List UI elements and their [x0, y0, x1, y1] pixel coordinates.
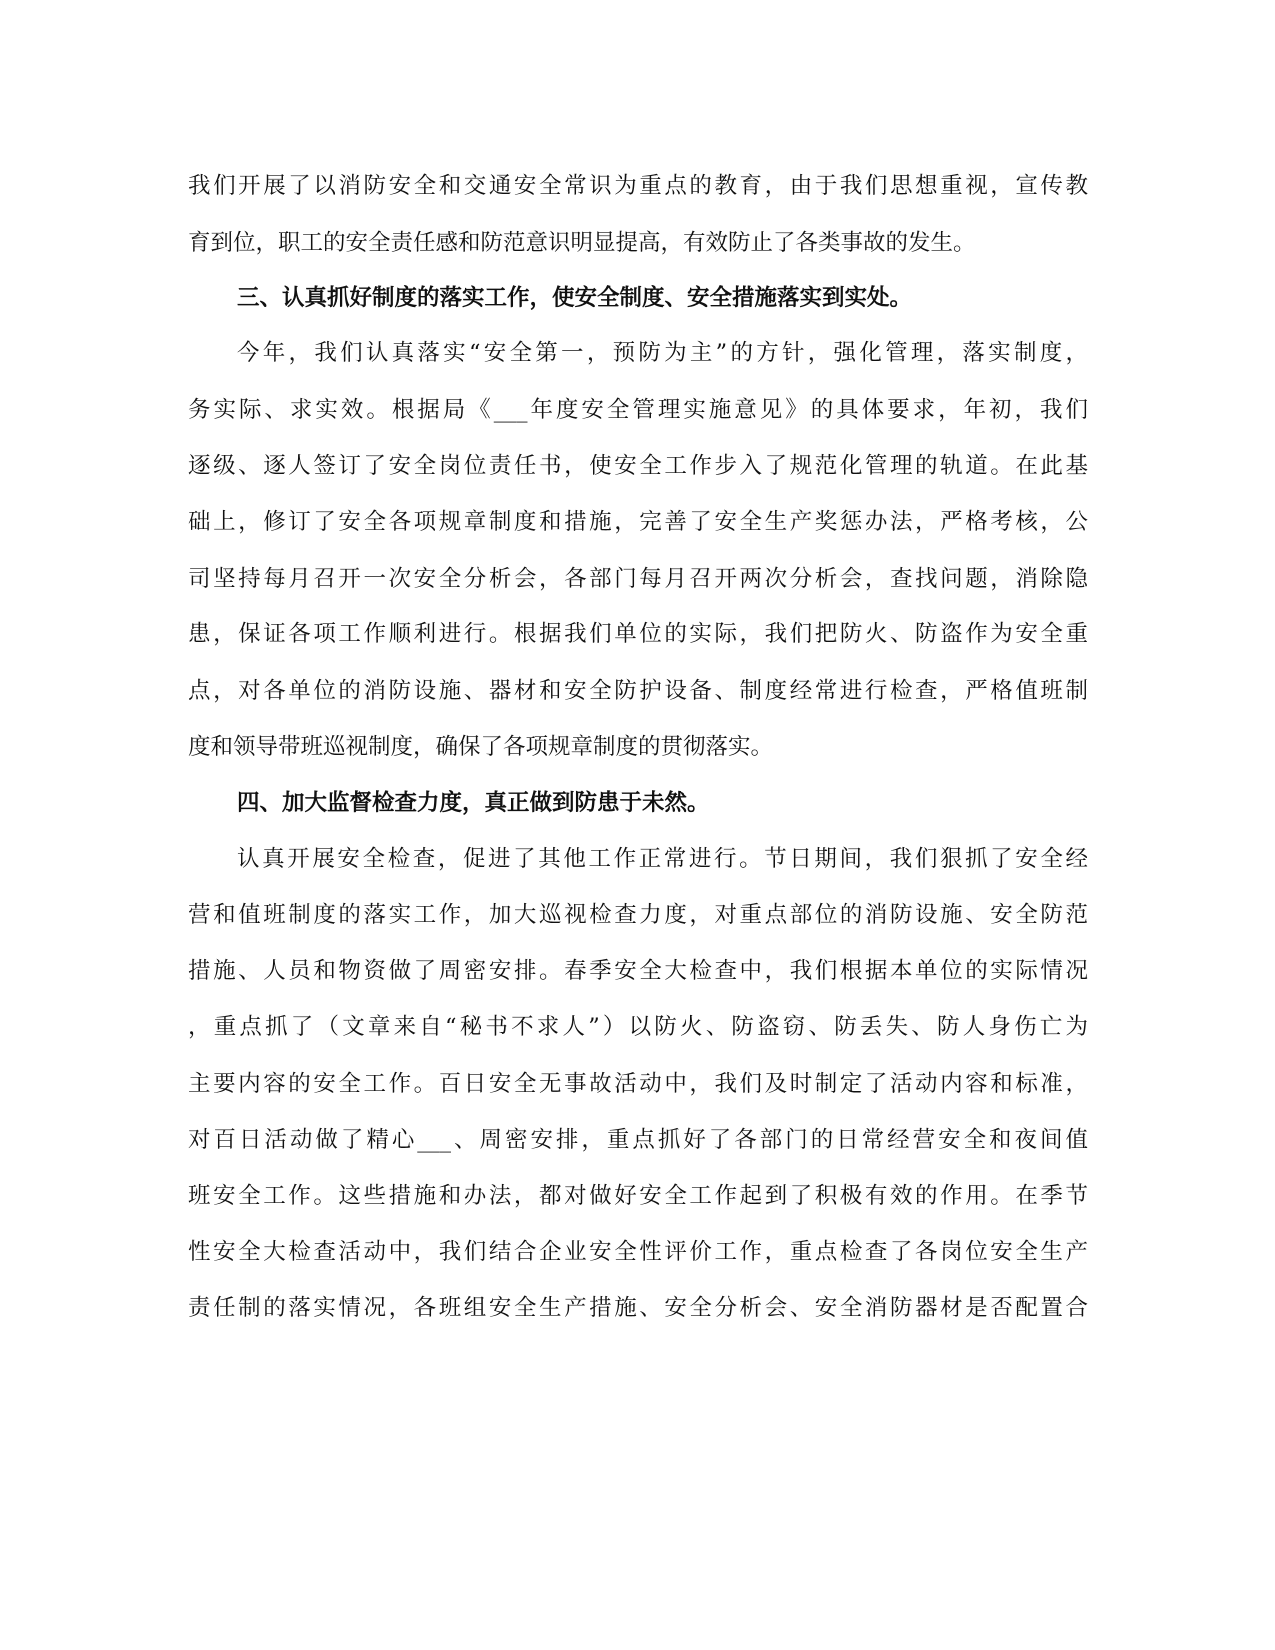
body-text-line: 营和值班制度的落实工作，加大巡视检查力度，对重点部位的消防设施、安全防范: [188, 902, 1088, 928]
body-text-line: 认真开展安全检查，促进了其他工作正常进行。节日期间，我们狠抓了安全经: [237, 846, 1088, 872]
body-text-line: 务实际、求实效。根据局《___年度安全管理实施意见》的具体要求，年初，我们: [188, 397, 1088, 423]
body-text-line: 度和领导带班巡视制度，确保了各项规章制度的贯彻落实。: [188, 734, 774, 760]
section-heading: 三、认真抓好制度的落实工作，使安全制度、安全措施落实到实处。: [237, 285, 913, 311]
body-text-line: 班安全工作。这些措施和办法，都对做好安全工作起到了积极有效的作用。在季节: [188, 1183, 1088, 1209]
body-text-line: 我们开展了以消防安全和交通安全常识为重点的教育，由于我们思想重视，宣传教: [188, 173, 1088, 199]
body-text-line: 责任制的落实情况，各班组安全生产措施、安全分析会、安全消防器材是否配置合: [188, 1295, 1088, 1321]
body-text-line: 点，对各单位的消防设施、器材和安全防护设备、制度经常进行检查，严格值班制: [188, 678, 1088, 704]
body-text-line: 逐级、逐人签订了安全岗位责任书，使安全工作步入了规范化管理的轨道。在此基: [188, 453, 1088, 479]
section-heading: 四、加大监督检查力度，真正做到防患于未然。: [237, 790, 710, 816]
body-text-line: 措施、人员和物资做了周密安排。春季安全大检查中，我们根据本单位的实际情况: [188, 958, 1088, 984]
body-text-line: 患，保证各项工作顺利进行。根据我们单位的实际，我们把防火、防盗作为安全重: [188, 621, 1088, 647]
body-text-line: 性安全大检查活动中，我们结合企业安全性评价工作，重点检查了各岗位安全生产: [188, 1239, 1088, 1265]
body-text-line: 今年，我们认真落实“安全第一，预防为主”的方针，强化管理，落实制度，: [237, 340, 1088, 366]
body-text-line: 育到位，职工的安全责任感和防范意识明显提高，有效防止了各类事故的发生。: [188, 230, 976, 256]
body-text-line: 对百日活动做了精心___、周密安排，重点抓好了各部门的日常经营安全和夜间值: [188, 1127, 1088, 1153]
body-text-line: 础上，修订了安全各项规章制度和措施，完善了安全生产奖惩办法，严格考核，公: [188, 509, 1088, 535]
body-text-line: 主要内容的安全工作。百日安全无事故活动中，我们及时制定了活动内容和标准，: [188, 1071, 1088, 1097]
body-text-line: ，重点抓了（文章来自“秘书不求人”）以防火、防盗窃、防丢失、防人身伤亡为: [188, 1014, 1088, 1040]
body-text-line: 司坚持每月召开一次安全分析会，各部门每月召开两次分析会，查找问题，消除隐: [188, 566, 1088, 592]
